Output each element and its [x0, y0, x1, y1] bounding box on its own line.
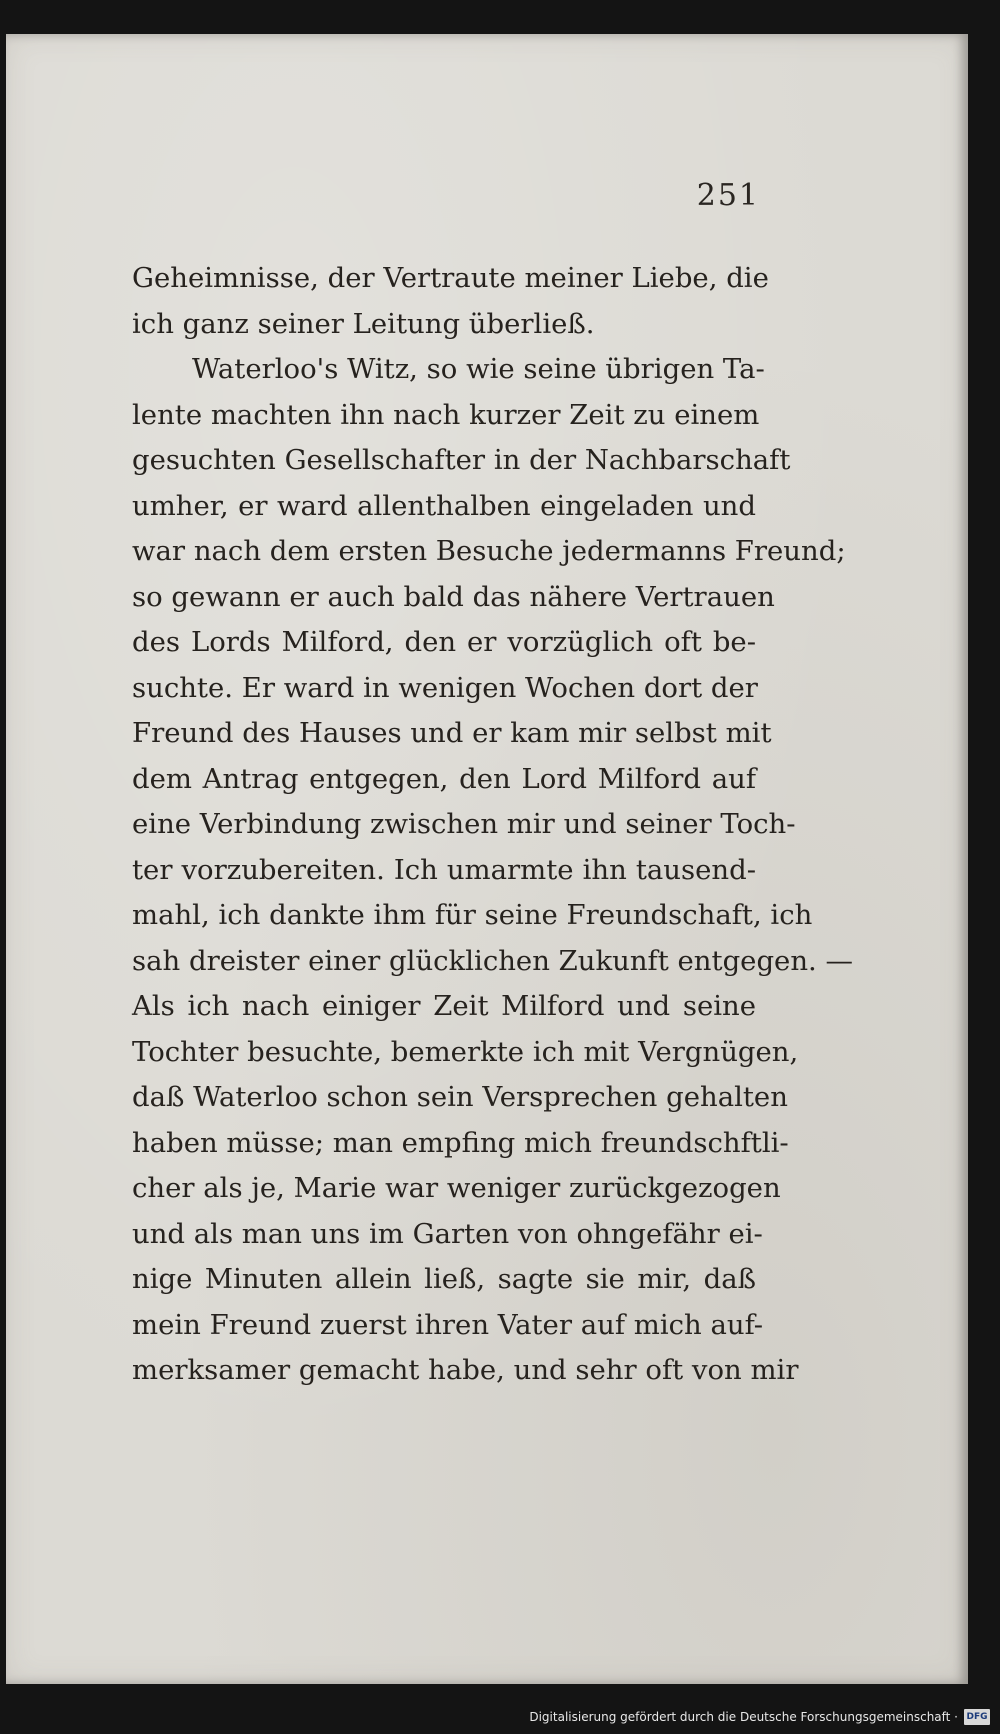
- text-line: Freund des Hauses und er kam mir selbst mit: [132, 717, 772, 749]
- text-line: Geheimnisse, der Vertraute meiner Liebe, die: [132, 262, 769, 294]
- text-line: eine Verbindung zwischen mir und seiner Toch-: [132, 808, 796, 840]
- text-line: ter vorzubereiten. Ich umarmte ihn tausend-: [132, 853, 756, 886]
- text-line: so gewann er auch bald das nähere Vertrauen: [132, 580, 775, 613]
- text-line: merksamer gemacht habe, und sehr oft von mir: [132, 1354, 799, 1386]
- text-line: des Lords Milford, den er vorzüglich oft be-: [132, 626, 756, 658]
- dfg-logo: DFG: [964, 1709, 990, 1725]
- text-line: Als ich nach einiger Zeit Milford und seine: [132, 990, 756, 1022]
- text-line: und als man uns im Garten von ohngefähr ei-: [132, 1217, 763, 1250]
- text-line: nige Minuten allein ließ, sagte sie mir, daß: [132, 1263, 756, 1295]
- text-line: cher als je, Marie war weniger zurückgezogen: [132, 1172, 781, 1204]
- body-text: [132, 256, 854, 1394]
- text-line: haben müsse; man empfing mich freundschftli-: [132, 1126, 789, 1159]
- text-line: war nach dem ersten Besuche jedermanns Freund;: [132, 535, 846, 567]
- text-line: suchte. Er ward in wenigen Wochen dort der: [132, 671, 758, 704]
- text-line: lente machten ihn nach kurzer Zeit zu einem: [132, 398, 760, 431]
- page-number: 251: [696, 178, 760, 213]
- text-line: Waterloo's Witz, so wie seine übrigen Ta-: [192, 353, 765, 385]
- text-line: gesuchten Gesellschafter in der Nachbarschaft: [132, 444, 791, 476]
- text-line: dem Antrag entgegen, den Lord Milford auf: [132, 762, 756, 795]
- text-line: umher, er ward allenthalben eingeladen und: [132, 489, 756, 522]
- footer-credit: [0, 1702, 1000, 1732]
- text-line: sah dreister einer glücklichen Zukunft entgegen. —: [132, 944, 854, 977]
- text-line: Tochter besuchte, bemerkte ich mit Vergnügen,: [132, 1035, 799, 1068]
- text-line: ich ganz seiner Leitung überließ.: [132, 307, 595, 340]
- book-page: [6, 34, 968, 1684]
- text-line: daß Waterloo schon sein Versprechen gehalten: [132, 1081, 788, 1113]
- text-line: mahl, ich dankte ihm für seine Freundschaft, ich: [132, 899, 813, 931]
- funding-credit: Digitalisierung gefördert durch die Deutsche Forschungsgemeinschaft ·: [529, 1710, 958, 1724]
- text-line: mein Freund zuerst ihren Vater auf mich auf-: [132, 1308, 764, 1341]
